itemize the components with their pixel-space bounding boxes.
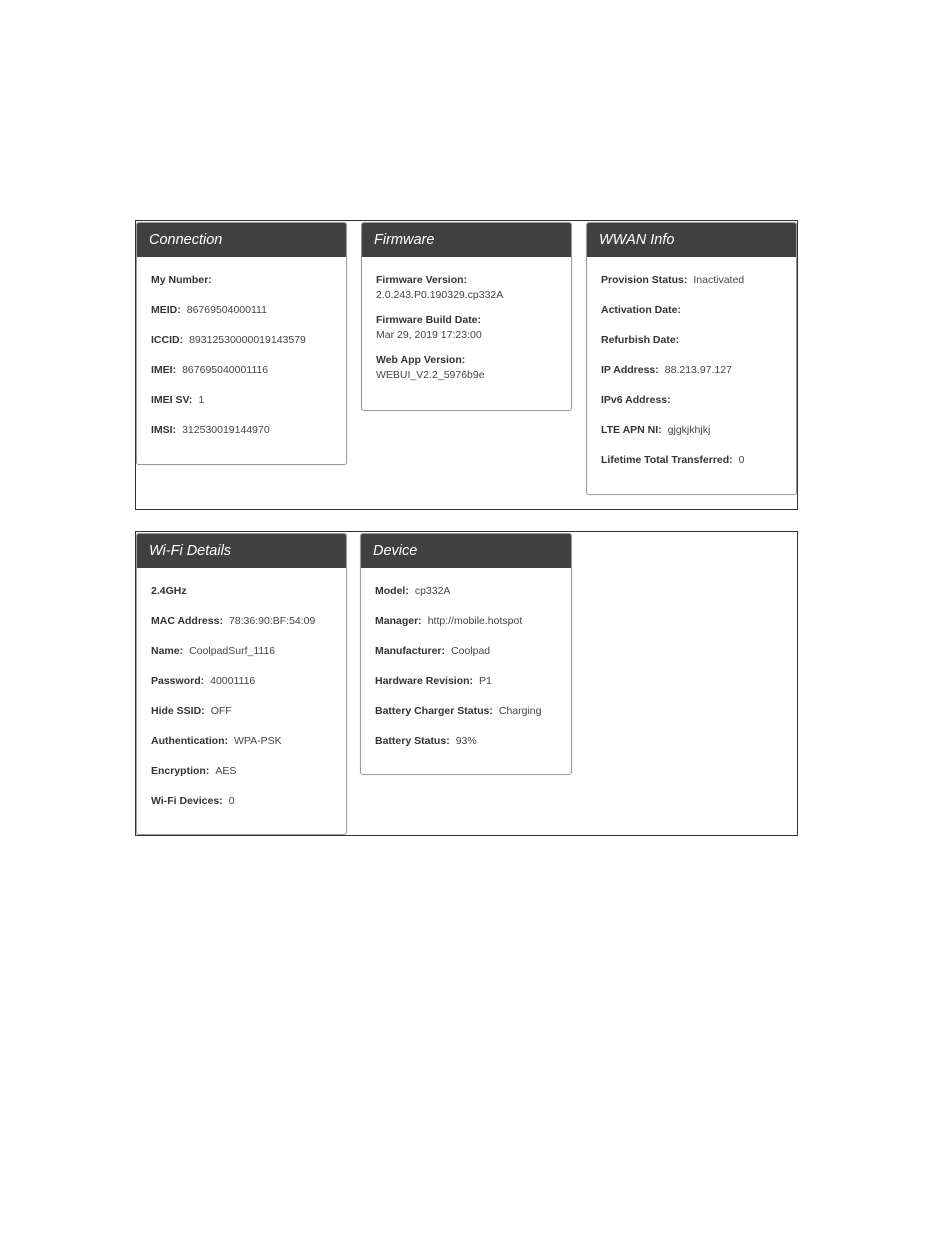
authentication-value: WPA-PSK	[234, 735, 282, 747]
hide-ssid-value: OFF	[210, 705, 232, 717]
ssid-name-row	[151, 644, 332, 674]
battery-status-row	[375, 734, 557, 764]
hide-ssid-label: Hide SSID:	[151, 705, 205, 717]
refurbish-date-label: Refurbish Date:	[601, 334, 680, 346]
mac-address-value: 78:36:90:BF:54:09	[228, 615, 316, 627]
hide-ssid-row	[151, 704, 332, 734]
mac-address-row	[151, 614, 332, 644]
meid-row	[151, 303, 332, 333]
connection-panel-title: Connection	[137, 223, 346, 257]
web-app-version-value: WEBUI_V2.2_5976b9e	[376, 369, 485, 381]
device-panel	[360, 533, 572, 775]
imei-row	[151, 363, 332, 393]
imei-sv-label: IMEI SV:	[151, 394, 193, 406]
firmware-build-date-row	[376, 313, 557, 343]
provision-status-row	[601, 273, 782, 303]
lte-apn-ni-value: gjgkjkhjkj	[667, 424, 711, 436]
imsi-row	[151, 423, 332, 453]
activation-date-row	[601, 303, 782, 333]
provision-status-label: Provision Status:	[601, 274, 688, 286]
manager-row	[375, 614, 557, 644]
firmware-version-value: 2.0.243.P0.190329.cp332A	[376, 289, 504, 301]
lifetime-total-transferred-value: 0	[738, 454, 745, 466]
manager-label: Manager:	[375, 615, 422, 627]
wifi-devices-label: Wi-Fi Devices:	[151, 795, 223, 807]
meid-label: MEID:	[151, 304, 181, 316]
firmware-panel	[361, 222, 572, 411]
firmware-version-row	[376, 273, 557, 303]
wifi-details-panel-title: Wi-Fi Details	[137, 534, 346, 568]
ipv6-address-row	[601, 393, 782, 423]
device-panel-title: Device	[361, 534, 571, 568]
connection-panel	[136, 222, 347, 465]
manufacturer-value: Coolpad	[451, 645, 491, 657]
ssid-name-label: Name:	[151, 645, 184, 657]
imei-label: IMEI:	[151, 364, 177, 376]
firmware-panel-title: Firmware	[362, 223, 571, 257]
model-row	[375, 584, 557, 614]
lifetime-total-transferred-label: Lifetime Total Transferred:	[601, 454, 733, 466]
iccid-value: 89312530000019143579	[189, 334, 306, 346]
model-label: Model:	[375, 585, 409, 597]
password-label: Password:	[151, 675, 205, 687]
activation-date-label: Activation Date:	[601, 304, 681, 316]
battery-charger-status-label: Battery Charger Status:	[375, 705, 493, 717]
firmware-build-date-value: Mar 29, 2019 17:23:00	[376, 329, 482, 341]
my-number-label: My Number:	[151, 274, 212, 286]
firmware-version-label: Firmware Version:	[376, 274, 468, 286]
manufacturer-label: Manufacturer:	[375, 645, 446, 657]
refurbish-date-row	[601, 333, 782, 363]
wwan-info-panel	[586, 222, 797, 495]
ip-address-label: IP Address:	[601, 364, 659, 376]
authentication-row	[151, 734, 332, 764]
authentication-label: Authentication:	[151, 735, 228, 747]
ssid-name-value: CoolpadSurf_1116	[189, 645, 276, 657]
hardware-revision-value: P1	[479, 675, 492, 687]
band-row	[151, 584, 332, 614]
imei-sv-value: 1	[198, 394, 205, 406]
encryption-row	[151, 764, 332, 794]
iccid-label: ICCID:	[151, 334, 184, 346]
manager-value: http://mobile.hotspot	[427, 615, 523, 627]
ipv6-address-label: IPv6 Address:	[601, 394, 671, 406]
imei-value: 867695040001116	[182, 364, 269, 376]
imsi-value: 312530019144970	[182, 424, 270, 436]
wwan-info-panel-title: WWAN Info	[587, 223, 796, 257]
band-label: 2.4GHz	[151, 585, 187, 597]
imei-sv-row	[151, 393, 332, 423]
ip-address-row	[601, 363, 782, 393]
lte-apn-ni-label: LTE APN NI:	[601, 424, 662, 436]
battery-charger-status-row	[375, 704, 557, 734]
web-app-version-row	[376, 353, 557, 383]
my-number-row	[151, 273, 332, 303]
hardware-revision-row	[375, 674, 557, 704]
firmware-build-date-label: Firmware Build Date:	[376, 314, 482, 326]
battery-status-value: 93%	[455, 735, 477, 747]
meid-value: 86769504000111	[186, 304, 267, 316]
iccid-row	[151, 333, 332, 363]
mac-address-label: MAC Address:	[151, 615, 223, 627]
battery-charger-status-value: Charging	[498, 705, 542, 717]
password-value: 40001116	[210, 675, 256, 687]
imsi-label: IMSI:	[151, 424, 177, 436]
lifetime-total-transferred-row	[601, 453, 782, 483]
wifi-details-panel	[136, 533, 347, 835]
web-app-version-label: Web App Version:	[376, 354, 466, 366]
wifi-devices-row	[151, 794, 332, 824]
manufacturer-row	[375, 644, 557, 674]
encryption-value: AES	[215, 765, 237, 777]
encryption-label: Encryption:	[151, 765, 210, 777]
provision-status-value: Inactivated	[693, 274, 745, 286]
ip-address-value: 88.213.97.127	[664, 364, 732, 376]
lte-apn-ni-row	[601, 423, 782, 453]
hardware-revision-label: Hardware Revision:	[375, 675, 474, 687]
battery-status-label: Battery Status:	[375, 735, 450, 747]
password-row	[151, 674, 332, 704]
model-value: cp332A	[414, 585, 451, 597]
wifi-devices-value: 0	[228, 795, 235, 807]
